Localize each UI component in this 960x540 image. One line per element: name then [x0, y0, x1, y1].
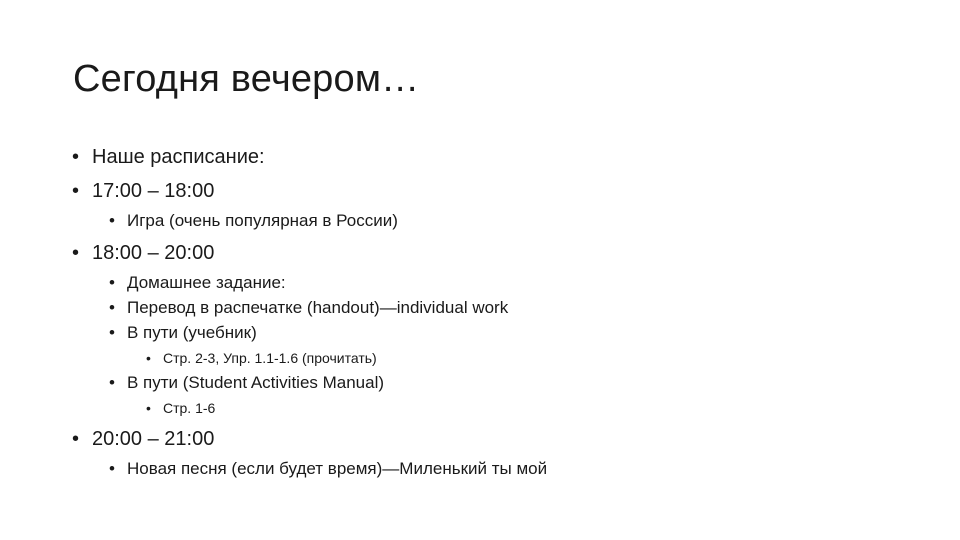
bullet-text: Перевод в распечатке (handout)—individual work [127, 298, 509, 317]
bullet-text: Стр. 1-6 [163, 400, 216, 416]
bullet-item-time-2 [72, 242, 214, 265]
bullet-item-time-1 [72, 180, 214, 203]
bullet-icon: • [109, 298, 115, 317]
bullet-text: В пути (Student Activities Manual) [127, 373, 385, 392]
bullet-text: 18:00 – 20:00 [92, 242, 215, 264]
bullet-item-sam-pages [146, 400, 215, 416]
bullet-icon: • [109, 373, 115, 392]
bullet-icon: • [72, 428, 80, 450]
bullet-text: Новая песня (если будет время)—Миленький ты мой [127, 459, 548, 478]
bullet-item-sam [109, 373, 384, 393]
bullet-text: 20:00 – 21:00 [92, 428, 215, 450]
bullet-icon: • [109, 211, 115, 230]
bullet-icon: • [72, 242, 80, 264]
bullet-text: Наше расписание: [92, 146, 265, 168]
bullet-text: В пути (учебник) [127, 323, 257, 342]
bullet-item-translation [109, 298, 508, 318]
bullet-item-textbook [109, 323, 257, 343]
bullet-text: Домашнее задание: [127, 273, 286, 292]
bullet-item-homework [109, 273, 286, 293]
bullet-item-song [109, 459, 547, 479]
bullet-text: Стр. 2-3, Упр. 1.1-1.6 (прочитать) [163, 350, 377, 366]
bullet-icon: • [109, 459, 115, 478]
bullet-icon: • [109, 273, 115, 292]
bullet-item-time-3 [72, 428, 214, 451]
bullet-item-textbook-pages [146, 350, 377, 366]
bullet-item-game [109, 211, 398, 231]
bullet-icon: • [109, 323, 115, 342]
bullet-icon: • [72, 180, 80, 202]
bullet-text: 17:00 – 18:00 [92, 180, 215, 202]
bullet-icon: • [72, 146, 80, 168]
bullet-icon: • [146, 400, 151, 416]
slide-title: Сегодня вечером… [73, 58, 420, 100]
bullet-icon: • [146, 350, 151, 366]
bullet-item-schedule [72, 146, 265, 169]
bullet-text: Игра (очень популярная в России) [127, 211, 398, 230]
